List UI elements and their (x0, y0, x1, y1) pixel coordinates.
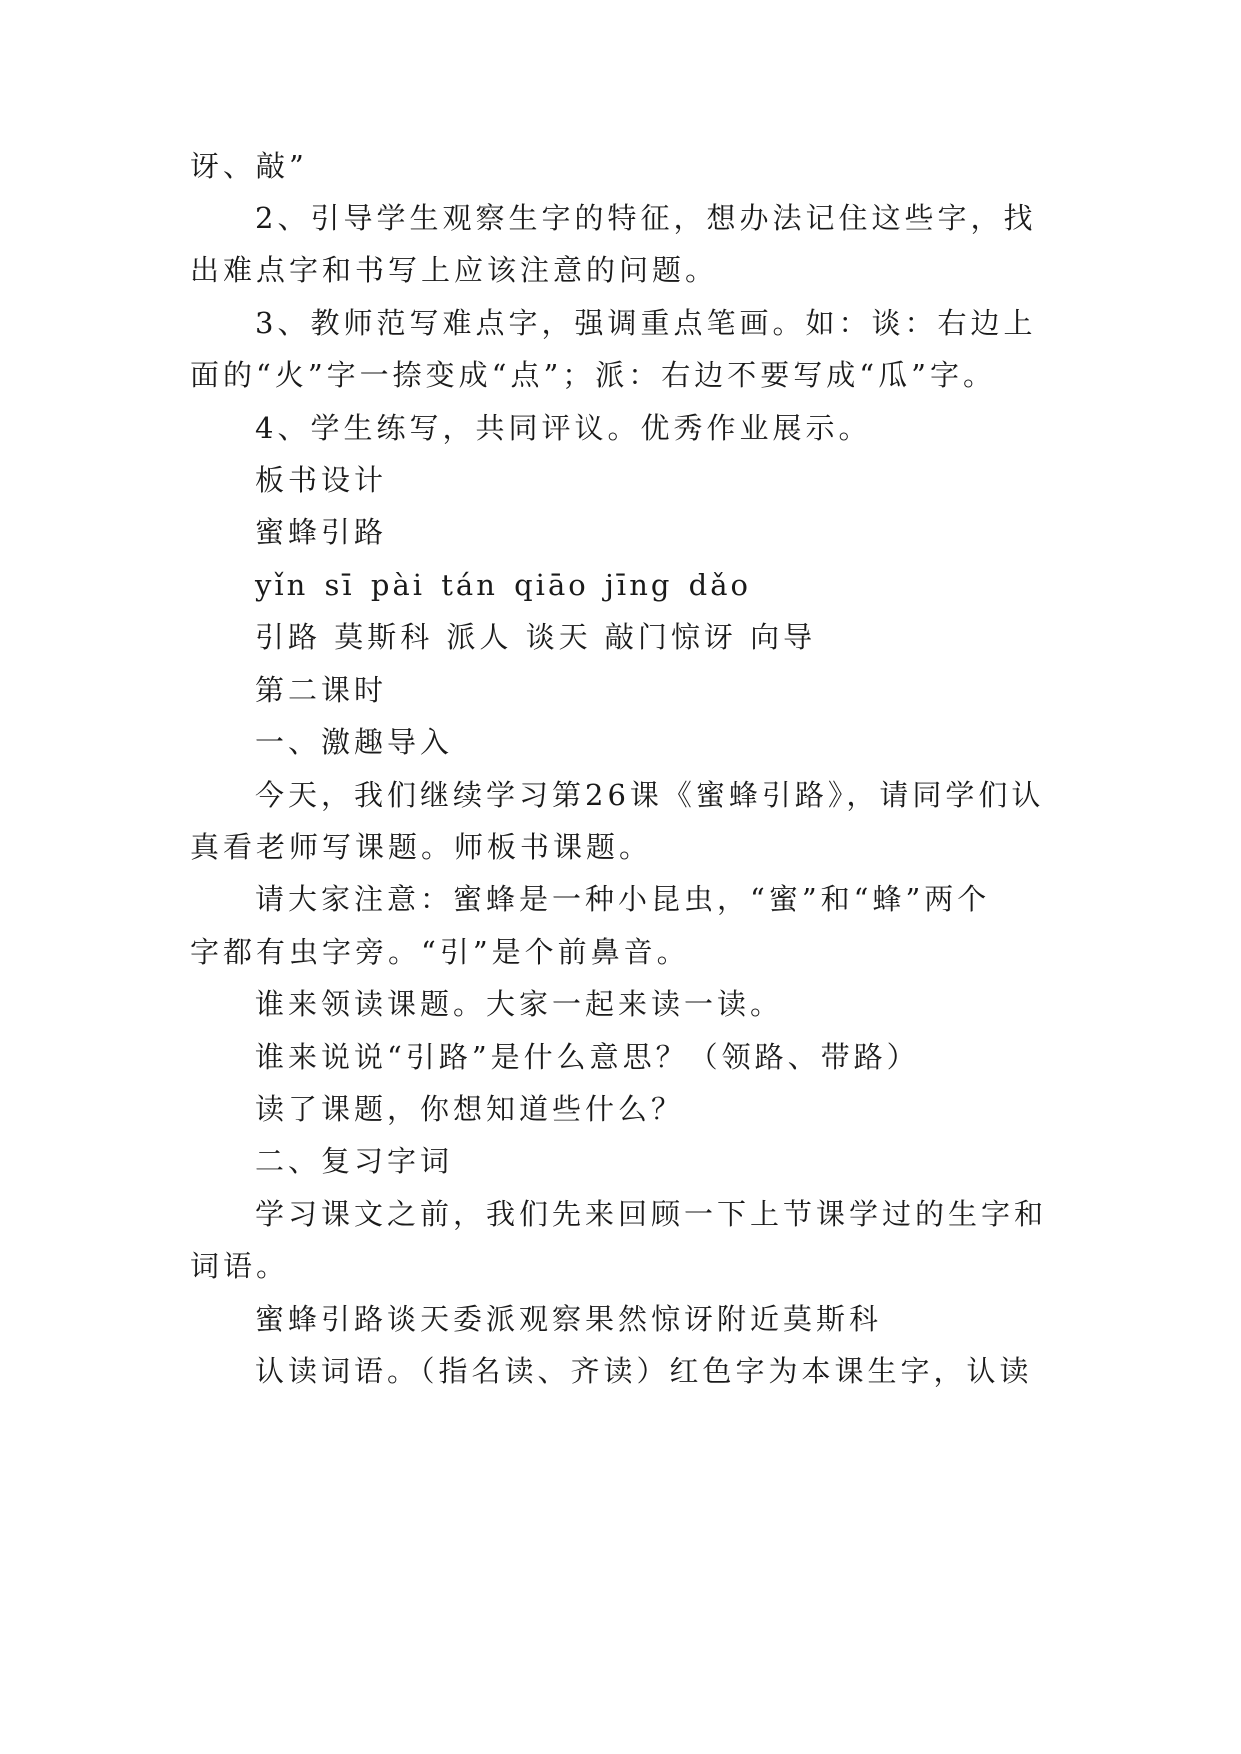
text-line-21: 学习课文之前，我们先来回顾一下上节课学过的生字和 (255, 1197, 1048, 1231)
text-line-19: 读了课题，你想知道些什么？ (255, 1092, 685, 1126)
text-line-2: 2、引导学生观察生字的特征，想办法记住这些字，找 (255, 201, 1037, 235)
text-line-4: 3、教师范写难点字，强调重点笔画。如：谈：右边上 (255, 306, 1037, 340)
vocabulary-line: 引路 莫斯科 派人 谈天 敲门惊讶 向导 (255, 620, 817, 654)
text-line-20: 二、复习字词 (255, 1144, 454, 1178)
text-line-16: 字都有虫字旁。“引”是个前鼻音。 (190, 935, 690, 969)
text-line-18: 谁来说说“引路”是什么意思？（领路、带路） (255, 1040, 920, 1074)
text-line-6: 4、学生练写，共同评议。优秀作业展示。 (255, 411, 872, 445)
text-line-7: 板书设计 (255, 463, 388, 497)
pinyin-line: yǐn sī pài tán qiāo jīng dǎo (255, 568, 751, 602)
text-line-3: 出难点字和书写上应该注意的问题。 (190, 253, 719, 287)
text-line-1: 讶、敲” (190, 149, 308, 183)
text-line-12: 一、激趣导入 (255, 725, 454, 759)
text-line-22: 词语。 (190, 1249, 290, 1283)
text-line-24: 认读词语。（指名读、齐读）红色字为本课生字，认读 (255, 1354, 1033, 1388)
text-line-15: 请大家注意：蜜蜂是一种小昆虫，“蜜”和“蜂”两个 (255, 882, 991, 916)
text-line-11: 第二课时 (255, 673, 388, 707)
text-line-5: 面的“火”字一捺变成“点”；派：右边不要写成“瓜”字。 (190, 358, 996, 392)
text-line-23: 蜜蜂引路谈天委派观察果然惊讶附近莫斯科 (255, 1302, 883, 1336)
text-line-8: 蜜蜂引路 (255, 515, 388, 549)
text-line-14: 真看老师写课题。师板书课题。 (190, 830, 653, 864)
text-line-17: 谁来领读课题。大家一起来读一读。 (255, 987, 784, 1021)
text-line-13: 今天，我们继续学习第26课《蜜蜂引路》，请同学们认 (255, 778, 1045, 812)
